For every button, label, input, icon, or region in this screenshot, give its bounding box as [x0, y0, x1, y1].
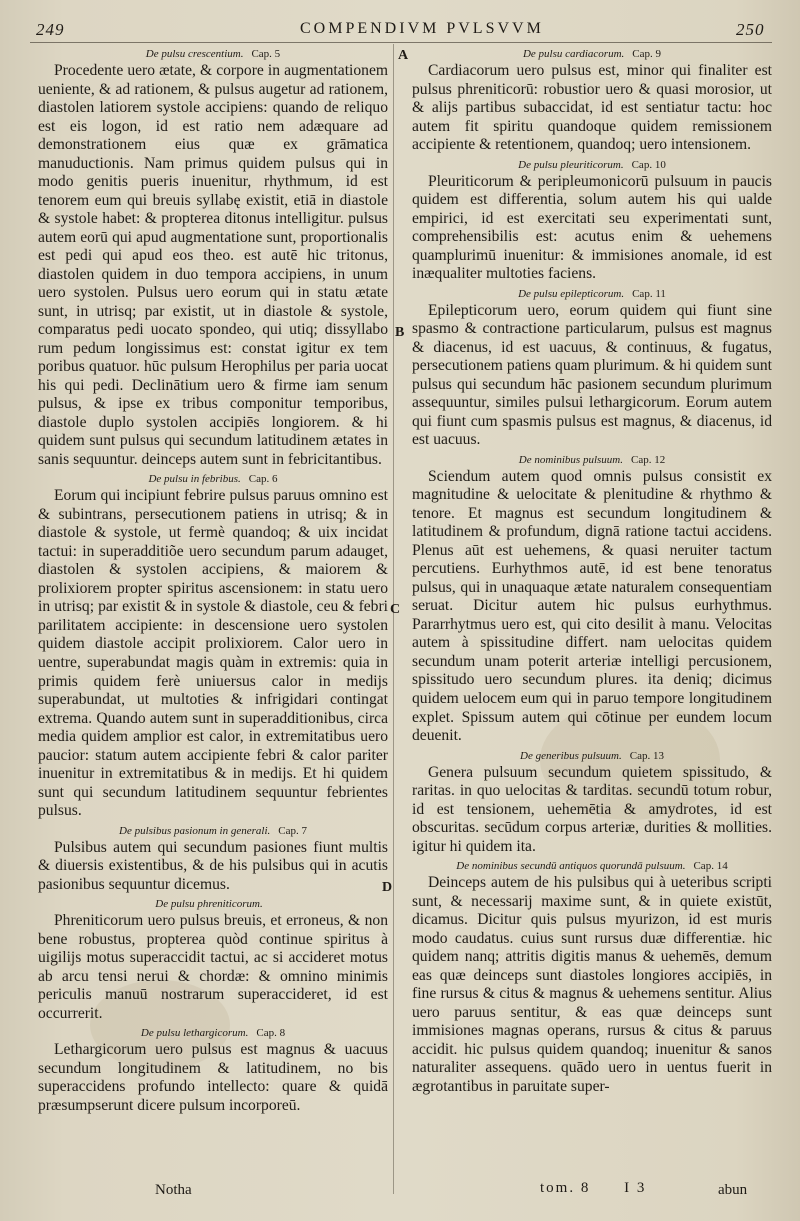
chapter-number: Cap. 14 — [693, 860, 728, 873]
chapter-number: Cap. 6 — [248, 473, 278, 486]
signature-tom: tom. 8 — [540, 1180, 591, 1196]
signature-mark — [540, 1180, 646, 1197]
chapter-number: Cap. 8 — [256, 1027, 286, 1040]
body-paragraph: Deinceps autem de his pulsibus qui à ueteribus scripti sunt, & necessarij maxime sunt, & in quiete existūt, dicamus. Dicitur quis pulsus myurizon, id est muris modo caudatus. cuius sunt rursus duæ differentiæ. hic quidem nanq; attritis digitis manus & uehemēs, demum eas quæ deinceps sunt diastoles longiores accipiēs, in fine rursus & citus & magnus & uehemens sentitur. Alius uero paruus sentitur, & eas quæ deinceps sunt immisiones magnas operans, rursus & citus & paruus accidit. hic pulsus quidem quandoq; inuenitur & sanos naturaliter assequens. quādo uero in uentus fuerit in ægrotantibus in paruitate super- — [412, 874, 772, 1095]
chapter-title: De pulsu crescentium. — [145, 48, 244, 60]
chapter-heading — [38, 825, 388, 837]
chapter-heading — [38, 473, 388, 485]
chapter-title: De pulsu phreniticorum. — [155, 898, 263, 911]
chapter-heading — [412, 159, 772, 171]
chapter-title: De nominibus pulsuum. — [518, 453, 623, 466]
chapter-number: Cap. 11 — [632, 287, 666, 300]
margin-letter-a: A — [398, 48, 409, 63]
chapter-title: De nominibus secundū antiquos quorundā pulsuum. — [456, 860, 686, 873]
running-title: COMPENDIVM PVLSVVM — [300, 20, 544, 37]
margin-letter-c: C — [390, 602, 401, 617]
chapter-number: Cap. 13 — [629, 749, 664, 762]
chapter-title: De pulsibus pasionum in generali. — [119, 824, 271, 837]
body-paragraph: Lethargicorum uero pulsus est magnus & uacuus secundum longitudinem & latitudinem, no bis superaccidens profundo intellecto: quare & quidā præsumpserunt dicere pulsum incorporeū. — [38, 1041, 388, 1114]
chapter-heading — [412, 750, 772, 762]
header-rule — [30, 42, 772, 43]
body-paragraph: Procedente uero ætate, & corpore in augmentationem ueniente, & ad rationem, & pulsus augetur ad rationem, diastolen latiorem systole accipiens: quando de reliquo est eis logon, id est ratio nem adæquare ad demonstrationem eius quæ ex grāmatica manuductionis. Nam primus quidem pulsus qui in modo genitis pueris inuenitur, rhythmum, id est tenorem eum qui breuis syllabę existit, etiā in diastole & systole habet: & propterea ditonus intelligitur. pulsus autem eorū qui apud augmentatione sunt, proportionalis est pedi qui apud eos theo. est autē hic tritonus, diastolen quidem in duo tempora accipiens, in unum uero systolen. Pulsus uero eorum qui in statu ætate sunt, in utrisq; par existit, ut in diastole & systole, comparatus pedi uocato spondeo, qui utiq; dissyllabo rum pedum longissimus est: constat igitur ex tem poribus quatuor. hūc pulsum Herophilus per paria uocat his qui pedi. Declinātium uero & firme iam senum pulsus, & ipse ex tribus componitur temporibus, diastole duplo systolen accipiēs longiorem. & hi quidem sunt pulsus qui secundum latitudinem ætates in sanis sequuntur. deinceps autem sunt in febricitantibus. — [38, 62, 388, 468]
chapter-title: De pulsu lethargicorum. — [140, 1027, 249, 1040]
body-paragraph: Eorum qui incipiunt febrire pulsus paruus omnino est & subintrans, persecutionem patiens in utrisq; & in diastole & systole, ut fermè quandoq; & uix incidat tactui: in superadditiõe uero secundum parum adauget, diastolen & systolen accipiens, & maiorem & prolixiorem propter spiritus ascensionem: in statu uero in utrisq; par existit & in systole & diastole, ceu & febri parilitatem accipiente: in descensione uero systolen quidem diastole accipit prolixiorem. Calor uero in uentre, superabundat magis quàm in extremis: quia in primis quidem ferè uniuersus calor in medijs superabundat, ut multoties & infrigidari contingat extrema. Quando autem sunt in superadditionibus, circa media quidem amplior est calor, in extremitatibus uero paucior: statum autem accipiente febri & calor pariter inuenitur in extremitatibus & in medijs. Et hi quidem sunt qui secundum latitudinem sequuntur febrientes pulsus. — [38, 487, 388, 820]
catchword-right: abun — [718, 1182, 748, 1198]
chapter-number: Cap. 5 — [251, 48, 281, 60]
column-divider — [393, 44, 394, 1194]
chapter-heading — [412, 860, 772, 872]
chapter-number: Cap. 12 — [630, 453, 666, 466]
page-number-left: 249 — [36, 20, 65, 39]
chapter-number: Cap. 10 — [631, 158, 666, 171]
body-paragraph: Phreniticorum uero pulsus breuis, et erroneus, & non bene robustus, propterea quòd continue spiritus à uigilijs motus superaccidit tactui, ac si accideret motus ab arcu tensi nerui & chordæ: & omnino minimis periculis manuū nostrarum superaccideret, id est occurrerit. — [38, 912, 388, 1022]
page-number-right: 250 — [736, 20, 765, 39]
body-paragraph: Genera pulsuum secundum quietem spissitudo, & raritas. in quo uelocitas & tarditas. secundū totum robur, id est tensionem, uehemētia & amydrotes, id est obscuritas. secūdum corpus arteriæ, durities & mollities. igitur hi quidem ita. — [412, 763, 772, 855]
catchword-left: Notha — [155, 1182, 192, 1198]
body-paragraph: Cardiacorum uero pulsus est, minor qui finaliter est pulsus phreniticorū: robustior uero & quasi morosior, ut & alijs partibus subaccidat, id est sentiatur tactu: hoc autem fit spiritu quandoque quidem remissionem accipiente & retentionem, quandoq; uero intensionem. — [412, 62, 772, 154]
chapter-number: Cap. 9 — [632, 48, 662, 60]
margin-letter-d: D — [382, 880, 393, 895]
body-paragraph: Pleuriticorum & peripleumonicorū pulsuum in paucis quidem est differentia, solum autem his qui ualde empirici, id est exercitati seu experimentati sunt, comprehensibilis est: acutus enim & uehemens quamplurimū inuenitur: & immisiones anomale, id est inæqualiter multoties faciens. — [412, 172, 772, 283]
margin-letter-b: B — [395, 325, 405, 340]
left-text-column — [38, 44, 388, 1184]
chapter-heading — [38, 48, 388, 60]
body-paragraph: Epilepticorum uero, eorum quidem qui fiunt sine spasmo & contractione particularum, pulsus est magnus & diacenus, id est uacuus, & continuus, & fugatus, persecutionem patiens quam plurimum. & hi quidem sunt pulsus qui secundum hāc pasionem secundum plurimum assequuntur, similes pulsui lethargicorum. Eorum autem qui fiunt cum spasmis pulsus est magnus, & diacenus, id est uacuus. — [412, 301, 772, 449]
signature-number: I 3 — [624, 1180, 647, 1196]
chapter-heading — [38, 898, 388, 910]
chapter-number: Cap. 7 — [278, 824, 307, 837]
chapter-title: De pulsu in febribus. — [148, 473, 241, 486]
chapter-heading — [412, 454, 772, 466]
chapter-heading — [412, 288, 772, 300]
body-paragraph: Sciendum autem quod omnis pulsus consistit ex magnitudine & uelocitate & plenitudine & rhythmo & tenore. Et magnus est secundum longitudinem & latitudinem & profundum, dignā ratione tactui accidens. Plenus aūt est uehemens, & quasi neruiter tactum percutiens. Eurhythmos autē, id est bene tenoratus pulsus, qui in unaquaque ætate naturalem consequentiam seruat. Dicitur autem hic pulsus eurhythmus. Pararrhytmus uero est, qui cito desilit à manu. Velocitas autem à spissitudine differt. nam uelocitas quidem secundum unam poterit arteriæ intelligi percusionem, spissitudo uero secundum plures. ita deniq; dicimus quidem uelocem eum qui in paruo tempore longitudinem explet. Spissum autem qui cōtinue per eundem locum deuenit. — [412, 467, 772, 745]
chapter-heading — [412, 48, 772, 60]
right-text-column — [412, 44, 772, 1184]
body-paragraph: Pulsibus autem qui secundum pasiones fiunt multis & diuersis existentibus, & de his pulsibus qui in acutis pasionibus sequuntur dicemus. — [38, 838, 388, 893]
chapter-title: De pulsu epilepticorum. — [518, 287, 625, 300]
chapter-title: De pulsu pleuriticorum. — [518, 158, 624, 171]
chapter-heading — [38, 1027, 388, 1039]
chapter-title: De pulsu cardiacorum. — [522, 48, 625, 60]
chapter-title: De generibus pulsuum. — [520, 749, 622, 762]
